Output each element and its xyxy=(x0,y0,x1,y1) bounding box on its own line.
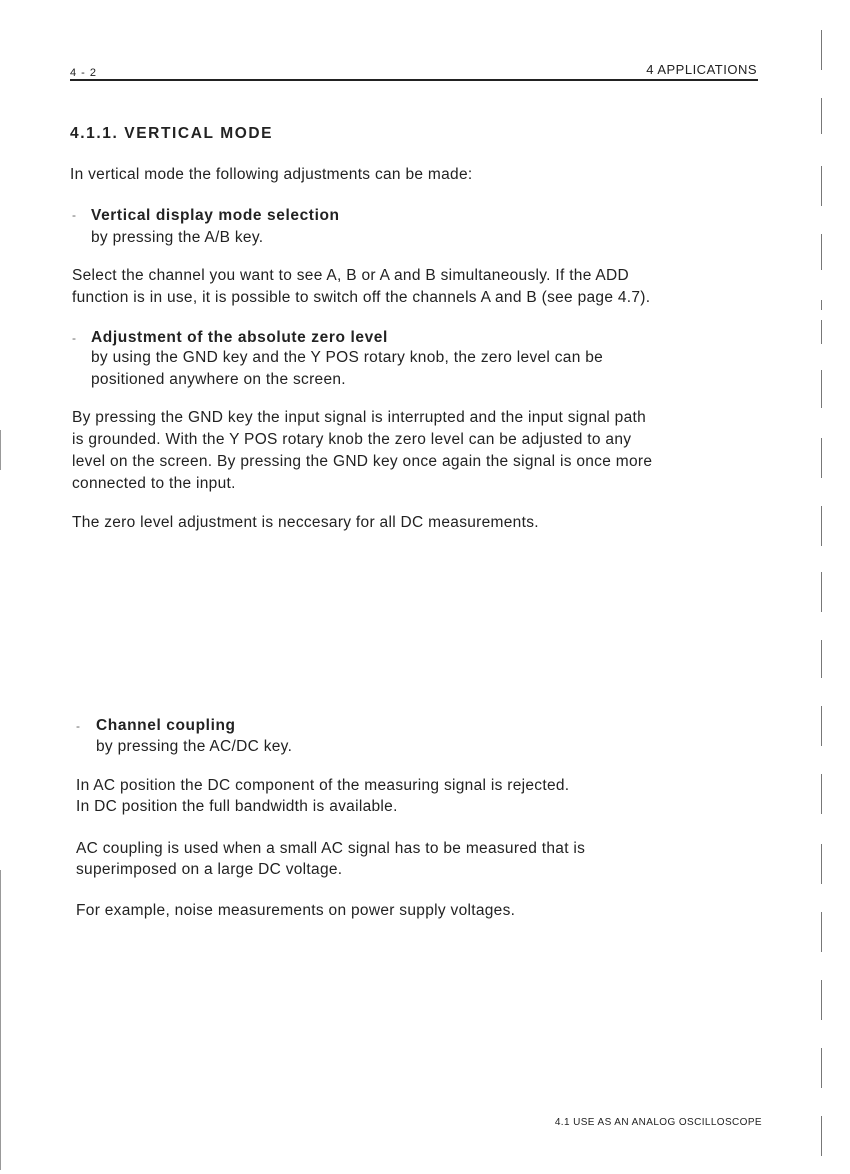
scan-left-edge xyxy=(0,870,1,1170)
page-number: 4 - 2 xyxy=(70,67,98,79)
scan-binding-edge xyxy=(810,0,850,1174)
footer-section-title: 4.1 USE AS AN ANALOG OSCILLOSCOPE xyxy=(554,1117,762,1128)
chapter-title: 4 APPLICATIONS xyxy=(646,62,757,77)
intro-text: In vertical mode the following adjustments can be made: xyxy=(70,166,473,183)
bullet-dash: - xyxy=(72,208,76,222)
item-line: positioned anywhere on the screen. xyxy=(91,371,346,388)
paragraph-line: By pressing the GND key the input signal is interrupted and the input signal path xyxy=(72,409,647,426)
bullet-dash: - xyxy=(72,331,76,345)
section-heading: 4.1.1. VERTICAL MODE xyxy=(70,125,274,142)
bullet-dash: - xyxy=(76,719,80,733)
paragraph-line: AC coupling is used when a small AC signal has to be measured that is xyxy=(76,840,586,857)
paragraph-line: level on the screen. By pressing the GND key once again the signal is once more xyxy=(72,453,653,470)
item-line: by pressing the AC/DC key. xyxy=(96,738,293,755)
paragraph-line: superimposed on a large DC voltage. xyxy=(76,861,343,878)
item-title-zero-level: Adjustment of the absolute zero level xyxy=(91,329,388,346)
header-rule xyxy=(70,79,758,81)
paragraph-line: Select the channel you want to see A, B or A and B simultaneously. If the ADD xyxy=(72,267,630,284)
paragraph-line: function is in use, it is possible to switch off the channels A and B (see page 4.7). xyxy=(72,289,651,306)
paragraph-line: In AC position the DC component of the measuring signal is rejected. xyxy=(76,777,570,794)
item-line: by using the GND key and the Y POS rotary knob, the zero level can be xyxy=(91,349,604,366)
paragraph-line: In DC position the full bandwidth is available. xyxy=(76,798,398,815)
item-line: by pressing the A/B key. xyxy=(91,229,264,246)
paragraph-line: connected to the input. xyxy=(72,475,236,492)
paragraph-line: The zero level adjustment is neccesary for all DC measurements. xyxy=(72,514,539,531)
item-title-display-mode: Vertical display mode selection xyxy=(91,207,340,224)
paragraph-line: is grounded. With the Y POS rotary knob the zero level can be adjusted to any xyxy=(72,431,632,448)
scan-left-edge xyxy=(0,430,1,470)
paragraph-line: For example, noise measurements on power supply voltages. xyxy=(76,902,516,919)
item-title-channel-coupling: Channel coupling xyxy=(96,717,236,734)
